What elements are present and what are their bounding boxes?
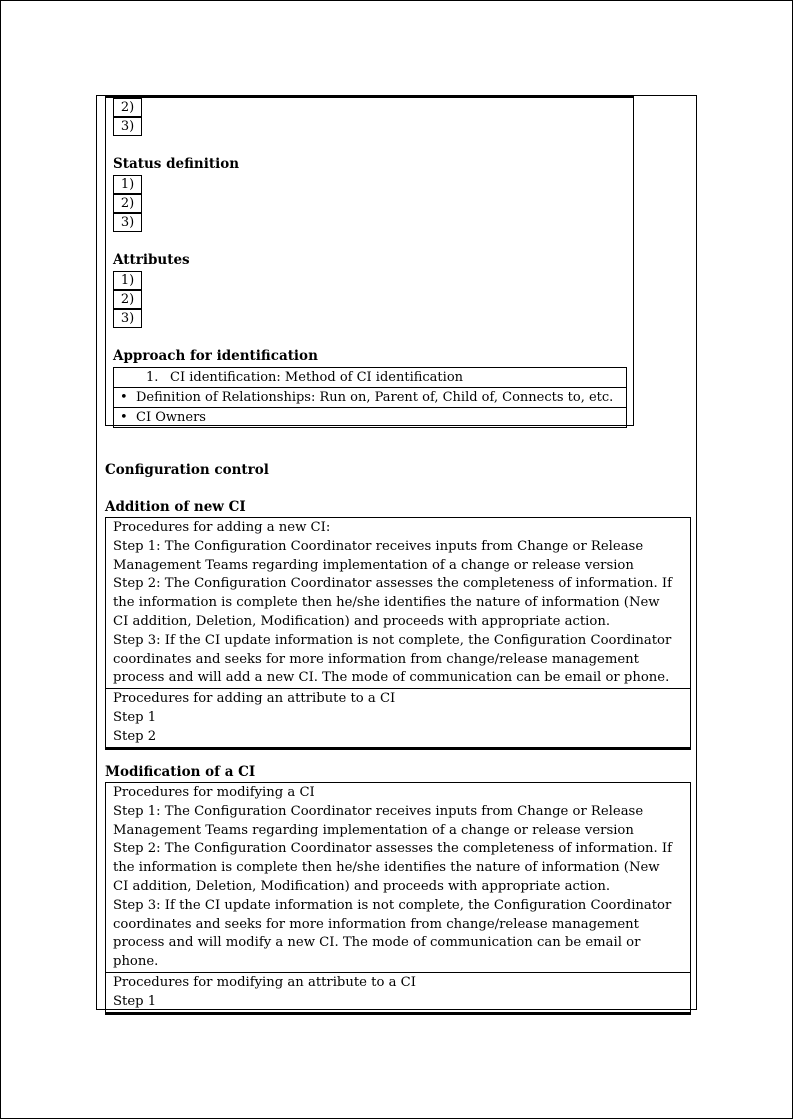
modification-table <box>105 782 691 1015</box>
cell-line: CI addition, Deletion, Modification) and proceeds with appropriate action. <box>113 878 611 894</box>
cell-line: Step 1 <box>113 993 157 1009</box>
addition-table <box>105 517 691 750</box>
top-item-2: 2) <box>113 98 142 117</box>
bullet-icon: • <box>120 390 128 405</box>
approach-row <box>114 408 626 427</box>
number-marker: 1. <box>146 370 159 385</box>
addition-heading: Addition of new CI <box>105 499 246 515</box>
approach-table <box>113 367 627 428</box>
cell-line: phone. <box>113 954 159 970</box>
cell-line: process and will add a new CI. The mode of communication can be email or phone. <box>113 670 670 686</box>
cell-line: Step 1 <box>113 709 157 725</box>
cell-line: Step 2: The Configuration Coordinator assesses the completeness of information. If <box>113 841 673 857</box>
approach-row-text: CI identification: Method of CI identification <box>170 370 464 385</box>
cell-line: coordinates and seeks for more information from change/release management <box>113 651 639 667</box>
modification-procedure-cell <box>106 783 690 973</box>
cell-line: CI addition, Deletion, Modification) and proceeds with appropriate action. <box>113 613 611 629</box>
attributes-heading: Attributes <box>113 252 190 268</box>
cell-line: Step 3: If the CI update information is not complete, the Configuration Coordinator <box>113 897 672 913</box>
attribute-item-1: 1) <box>113 271 142 290</box>
cell-line: Step 2: The Configuration Coordinator assesses the completeness of information. If <box>113 576 673 592</box>
cell-line: Step 1: The Configuration Coordinator receives inputs from Change or Release <box>113 803 644 819</box>
cell-line: Management Teams regarding implementation of a change or release version <box>113 822 634 838</box>
cell-line: Procedures for adding an attribute to a CI <box>113 691 396 707</box>
approach-heading: Approach for identification <box>113 348 318 364</box>
cell-line: Step 1: The Configuration Coordinator receives inputs from Change or Release <box>113 538 644 554</box>
attribute-item-2: 2) <box>113 290 142 309</box>
approach-row <box>114 388 626 408</box>
cell-line: Procedures for adding a new CI: <box>113 520 331 535</box>
approach-row-text: CI Owners <box>136 410 206 425</box>
addition-procedure-cell <box>106 518 690 689</box>
cell-line: Procedures for modifying a CI <box>113 785 315 800</box>
configuration-control-heading: Configuration control <box>105 462 269 478</box>
modification-attribute-cell <box>106 973 690 1014</box>
status-item-3: 3) <box>113 213 142 232</box>
top-item-3: 3) <box>113 117 142 136</box>
addition-attribute-cell <box>106 689 690 748</box>
cell-line: process and will modify a new CI. The mode of communication can be email or <box>113 935 641 951</box>
cell-line: Step 2 <box>113 728 157 744</box>
cell-line: Step 3: If the CI update information is not complete, the Configuration Coordinator <box>113 632 672 648</box>
status-item-2: 2) <box>113 194 142 213</box>
cell-line: Management Teams regarding implementation of a change or release version <box>113 557 634 573</box>
modification-heading: Modification of a CI <box>105 764 256 780</box>
bullet-icon: • <box>120 410 128 425</box>
status-item-1: 1) <box>113 175 142 194</box>
status-definition-heading: Status definition <box>113 156 240 172</box>
approach-row-text: Definition of Relationships: Run on, Parent of, Child of, Connects to, etc. <box>136 390 614 405</box>
cell-line: the information is complete then he/she identifies the nature of information (New <box>113 860 660 876</box>
attribute-item-3: 3) <box>113 309 142 328</box>
cell-line: the information is complete then he/she identifies the nature of information (New <box>113 595 660 611</box>
approach-row <box>114 368 626 388</box>
cell-line: coordinates and seeks for more information from change/release management <box>113 916 639 932</box>
cell-line: Procedures for modifying an attribute to a CI <box>113 974 416 990</box>
